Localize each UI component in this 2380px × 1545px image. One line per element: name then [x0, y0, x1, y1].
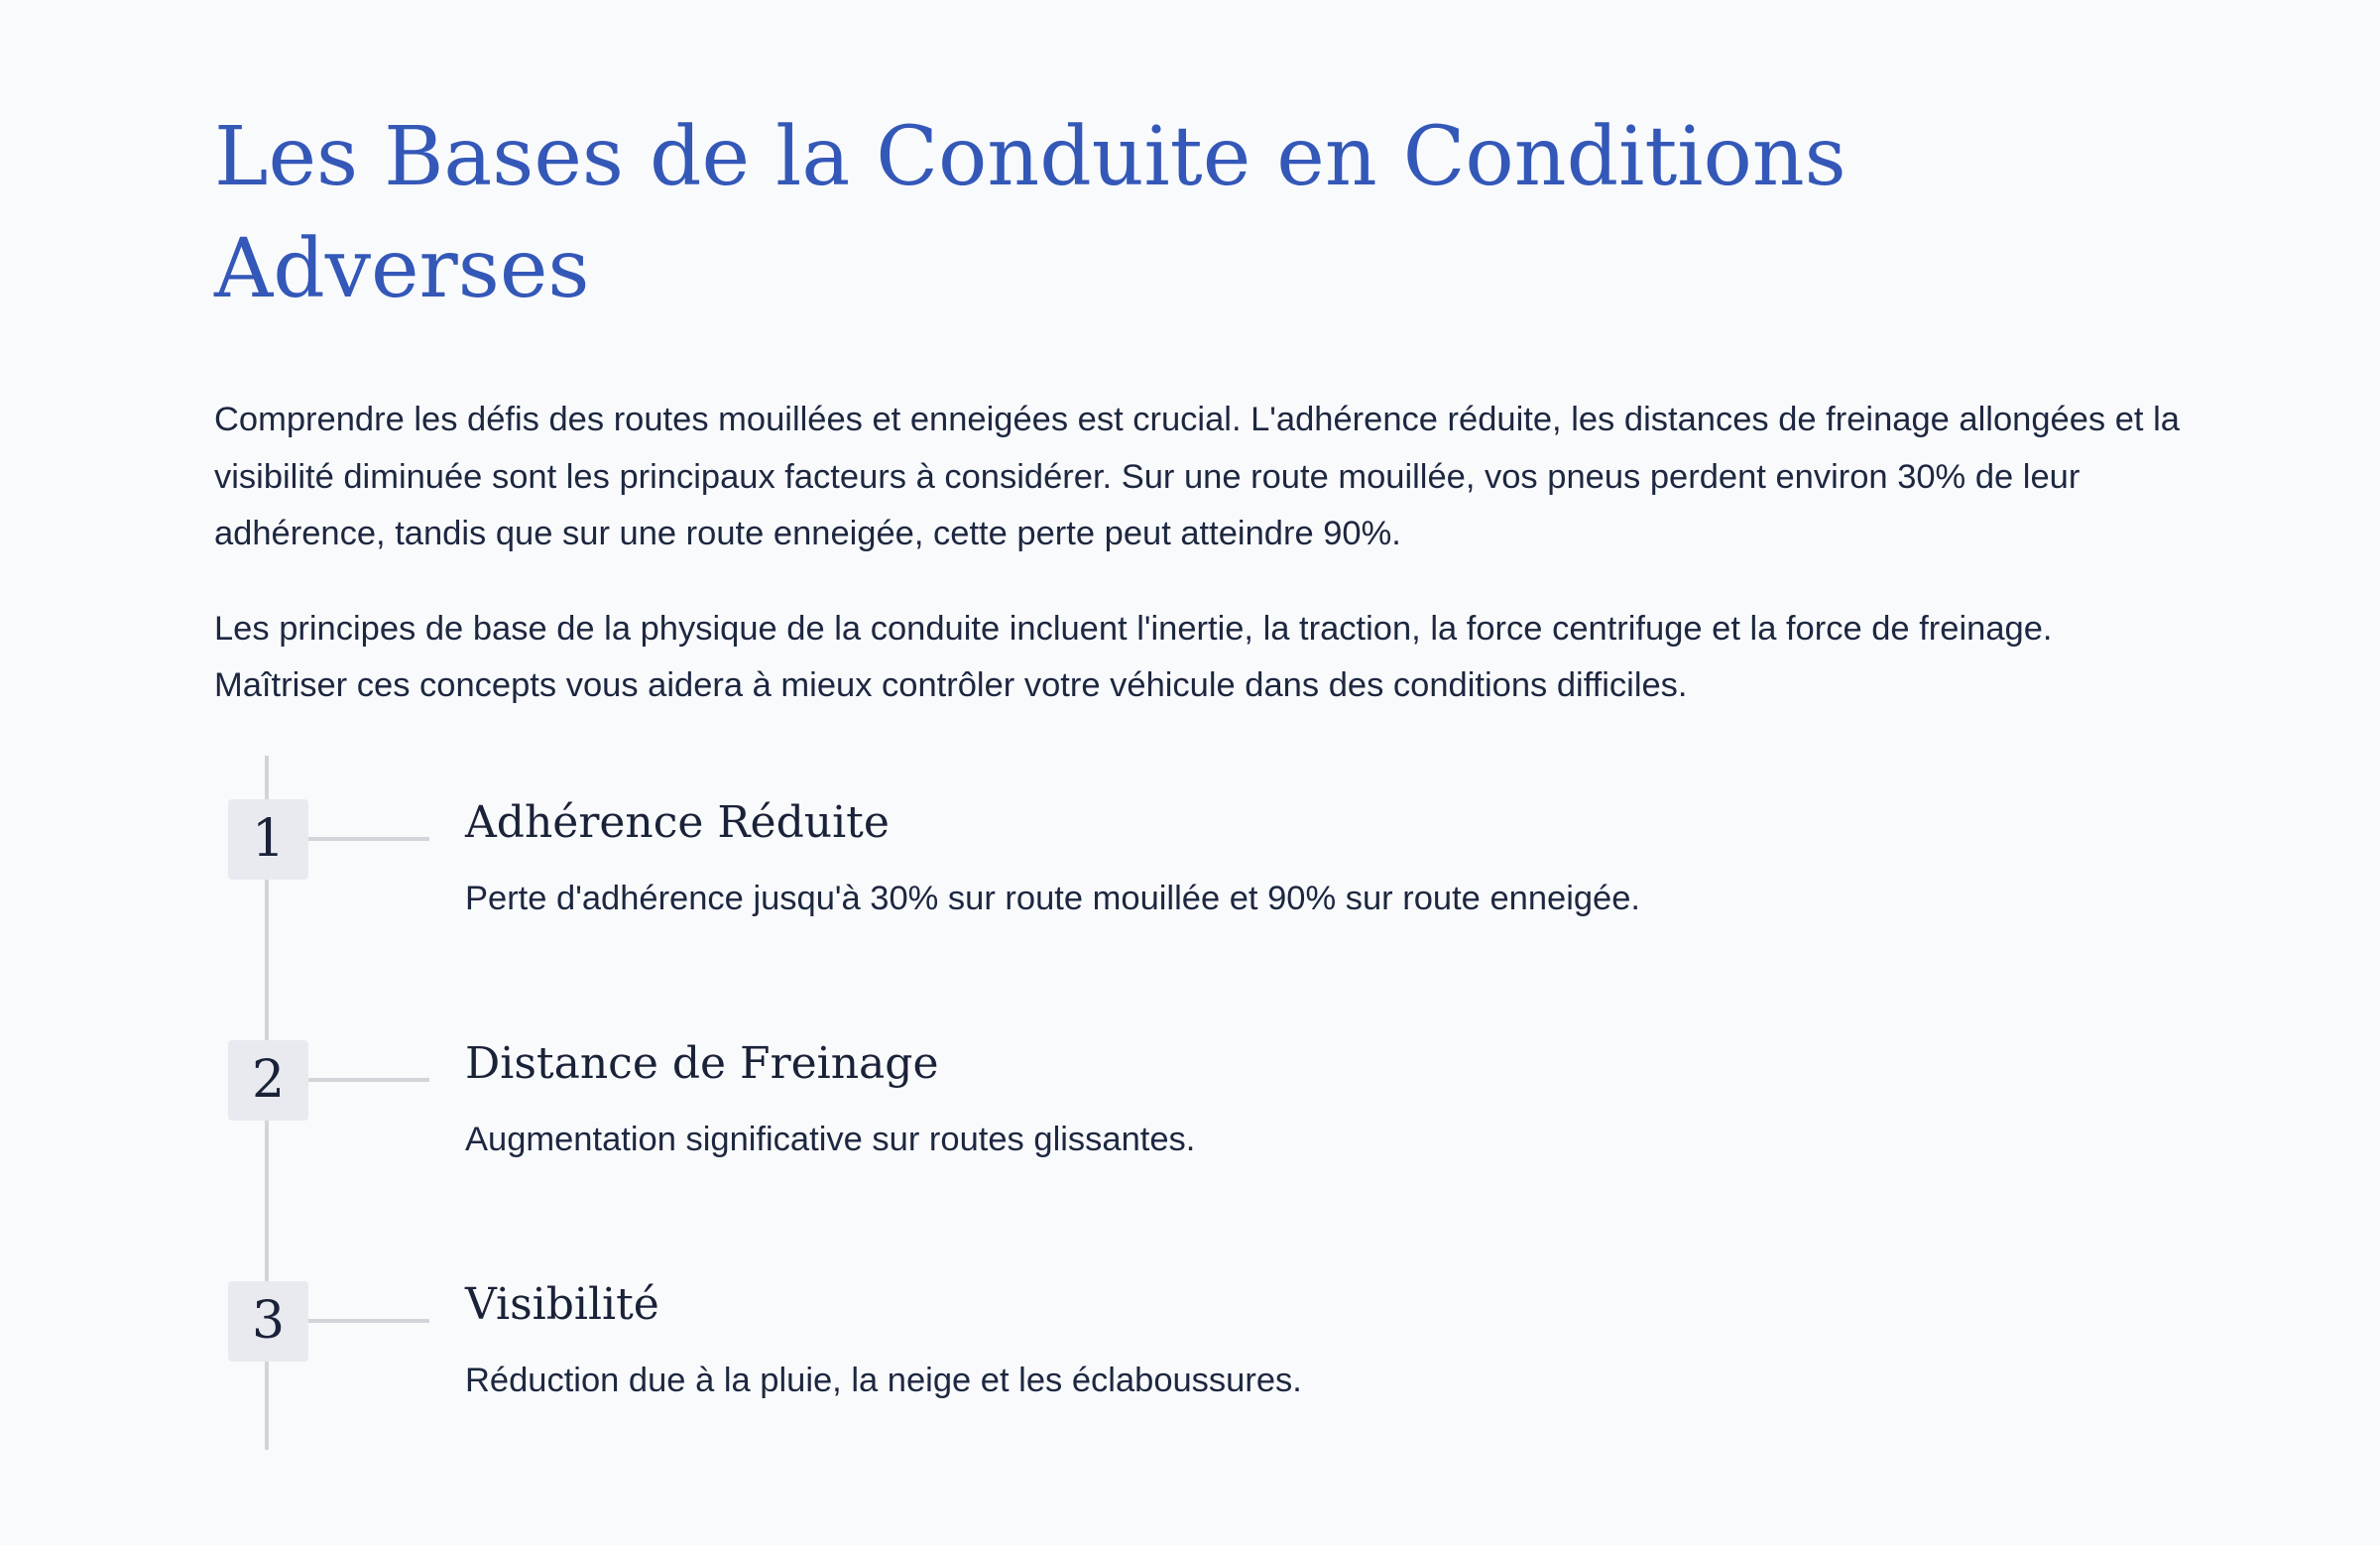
step-description: Perte d'adhérence jusqu'à 30% sur route mouillée et 90% sur route enneigée.	[465, 880, 1641, 917]
step-connector	[308, 837, 429, 841]
intro-paragraph: Comprendre les défis des routes mouillées et enneigées est crucial. L'adhérence réduite, les distances de freinage allongées et la visibilité diminuée sont les principaux facteurs à considérer. Sur une route mouillée, vos pneus perdent environ 30% de leur adhérence, tandis que sur une route enneigée, cette perte peut atteindre 90%.	[214, 401, 2180, 552]
step-title: Distance de Freinage	[465, 1038, 939, 1089]
intro-text	[214, 392, 2188, 753]
timeline	[0, 756, 2380, 1450]
step-title: Adhérence Réduite	[465, 797, 890, 848]
step-number-1: 1	[228, 799, 308, 880]
step-description: Augmentation significative sur routes glissantes.	[465, 1121, 1196, 1158]
page-title: Les Bases de la Conduite en Conditions Adverses	[214, 110, 1846, 316]
step-number-3: 3	[228, 1281, 308, 1362]
step-connector	[308, 1078, 429, 1082]
intro-paragraph: Les principes de base de la physique de la conduite incluent l'inertie, la traction, la force centrifuge et la force de freinage. Maîtriser ces concepts vous aidera à mieux contrôler votre véhicule dans des conditions difficiles.	[214, 609, 2053, 704]
step-description: Réduction due à la pluie, la neige et les éclaboussures.	[465, 1362, 1302, 1399]
step-connector	[308, 1319, 429, 1323]
step-number-2: 2	[228, 1040, 308, 1121]
step-title: Visibilité	[465, 1279, 659, 1330]
